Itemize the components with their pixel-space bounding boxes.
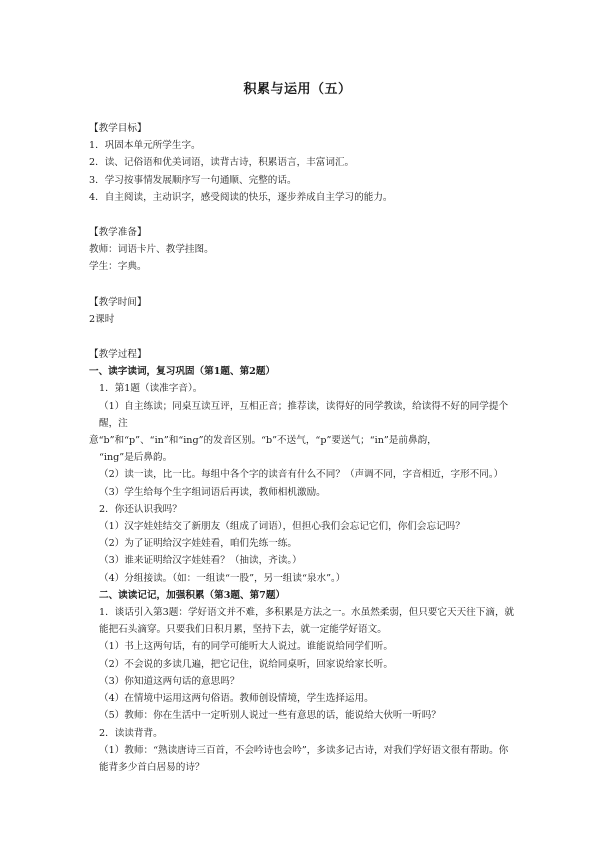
paragraph: （2）读一读，比一比。每组中各个字的读音有什么不同？（声调不同，字音相近，字形不同。） xyxy=(99,469,504,481)
paragraph: （2）不会说的多读几遍，把它记住，说给同桌听，回家说给家长听。 xyxy=(99,658,393,670)
paragraph: （2）为了证明给汉字娃娃看，咱们先练一练。 xyxy=(99,538,297,550)
document-body xyxy=(89,120,517,776)
process-heading: 【教学过程】 xyxy=(89,349,147,361)
prep-item-student: 学生：字典。 xyxy=(89,261,147,273)
paragraph: （1）教师：“熟读唐诗三百首，不会吟诗也会吟”，多读多记古诗，对我们学好语文很有帮助。你能背多少首白居易的诗？ xyxy=(99,744,509,773)
goal-item-3: 3．学习按事情发展顺序写一句通顺、完整的话。 xyxy=(89,174,297,186)
part2-title: 二、读读记记，加强积累（第3题、第7题） xyxy=(99,589,286,601)
page-title: 积累与运用（五） xyxy=(243,82,352,97)
paragraph: （1）自主练读；同桌互读互评，互相正音；推荐读，读得好的同学教读，给读得不好的同学提个醒，注 xyxy=(99,400,509,429)
goal-item-4: 4．自主阅读，主动识字，感受阅读的快乐，逐步养成自主学习的能力。 xyxy=(89,191,393,203)
paragraph: “ing”是后鼻韵。 xyxy=(99,452,173,464)
prep-heading: 【教学准备】 xyxy=(89,227,147,239)
paragraph: 1．谈话引入第3题：学好语文并不难，多积累是方法之一。水虽然柔弱，但只要它天天往下滴，就能把石头滴穿。只要我们日积月累，坚持下去，就一定能学好语文。 xyxy=(99,607,515,636)
goals-heading: 【教学目标】 xyxy=(89,123,147,134)
goal-item-1: 1．巩固本单元所学生字。 xyxy=(89,140,201,152)
paragraph: （1）汉字娃娃结交了新朋友（组成了词语），但担心我们会忘记它们，你们会忘记吗？ xyxy=(99,521,465,533)
goal-item-2: 2．读、记俗语和优美词语，读背古诗，积累语言，丰富词汇。 xyxy=(89,157,355,169)
paragraph: （1）书上这两句话，有的同学可能听大人说过。谁能说给同学们听。 xyxy=(99,641,393,653)
paragraph: 2．读读背背。 xyxy=(99,727,163,739)
paragraph: （3）学生给每个生字组词语后再读，教师相机激励。 xyxy=(99,486,326,498)
paragraph: （5）教师：你在生活中一定听别人说过一些有意思的话，能说给大伙听一听吗？ xyxy=(99,710,441,722)
paragraph: （3）谁来证明给汉字娃娃看？（抽读，齐读。） xyxy=(99,555,302,567)
paragraph: 1．第1题（读准字音）。 xyxy=(99,383,203,395)
time-heading: 【教学时间】 xyxy=(89,296,147,308)
paragraph: 2．你还认识我吗？ xyxy=(99,503,182,515)
paragraph: （4）分组接读。（如：一组读“一股”，另一组读“泉水”。） xyxy=(99,572,346,584)
section-gap xyxy=(89,276,517,294)
section-gap xyxy=(89,206,517,224)
paragraph: （3）你知道这两句话的意思吗？ xyxy=(99,675,240,687)
paragraph: （4）在情境中运用这两句俗语。教师创设情境，学生选择运用。 xyxy=(99,693,374,705)
part1-title: 一、读字读词，复习巩固（第1题、第2题） xyxy=(89,366,276,378)
paragraph: 意“b”和“p”、“in”和“ing”的发音区别。“b”不送气，“p”要送气；“in”是前鼻韵， xyxy=(89,435,437,447)
section-gap xyxy=(89,328,517,346)
prep-item-teacher: 教师：词语卡片、教学挂图。 xyxy=(89,244,214,256)
time-value: 2课时 xyxy=(89,313,115,325)
